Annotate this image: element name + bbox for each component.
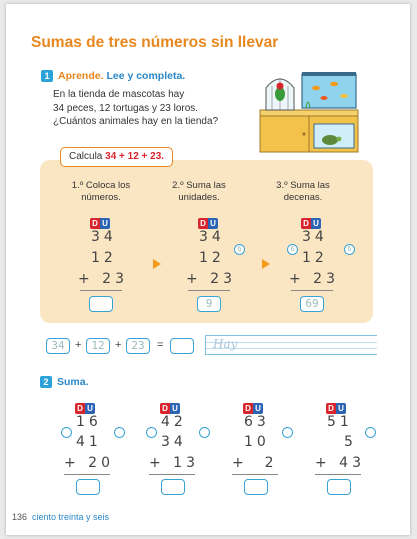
exercise-d-middle: 5 bbox=[344, 434, 357, 450]
problem-line-2: 34 peces, 12 tortugas y 23 loros. bbox=[53, 102, 199, 114]
du-header-step-2 bbox=[198, 213, 218, 228]
step-3-sum-line bbox=[291, 290, 333, 291]
step-2-title bbox=[154, 180, 244, 203]
exercise-c-middle: 10 bbox=[244, 434, 270, 450]
du-header bbox=[326, 398, 346, 413]
problem-text bbox=[53, 88, 218, 129]
section-2-heading-text: Suma. bbox=[57, 376, 89, 388]
arrow-right-icon bbox=[262, 259, 270, 269]
step-2-units-circle[interactable]: 6 bbox=[234, 244, 245, 255]
exercise-c-bottom: + 2 bbox=[232, 455, 278, 471]
units-label: U bbox=[336, 403, 346, 414]
exercise-b-tens-circle[interactable] bbox=[146, 427, 157, 438]
exercise-d-sum-line bbox=[315, 474, 361, 475]
tens-label: D bbox=[75, 403, 85, 414]
arrow-right-icon bbox=[153, 259, 161, 269]
units-label: U bbox=[85, 403, 95, 414]
exercise-c-answer-box[interactable] bbox=[244, 479, 268, 495]
exercise-d-units-circle[interactable] bbox=[365, 427, 376, 438]
equals-sign: = bbox=[157, 339, 164, 351]
units-label: U bbox=[170, 403, 180, 414]
exercise-a-sum-line bbox=[64, 474, 110, 475]
line-number-box-1[interactable]: 34 bbox=[46, 338, 70, 354]
units-label: U bbox=[253, 403, 263, 414]
writing-hint: Hay bbox=[213, 337, 238, 351]
exercise-b-answer-box[interactable] bbox=[161, 479, 185, 495]
step-2-addend-1: 34 bbox=[199, 229, 225, 245]
tens-label: D bbox=[326, 403, 336, 414]
step-3-addend-1: 34 bbox=[302, 229, 328, 245]
line-number-box-2[interactable]: 12 bbox=[86, 338, 110, 354]
step-1-answer-box[interactable] bbox=[89, 296, 113, 312]
step-3-units-circle[interactable]: 6 bbox=[344, 244, 355, 255]
step-3-tens-circle[interactable]: 6 bbox=[287, 244, 298, 255]
du-header bbox=[243, 398, 263, 413]
step-2-sum-line bbox=[188, 290, 230, 291]
units-label: U bbox=[100, 218, 110, 229]
exercise-a-answer-box[interactable] bbox=[76, 479, 100, 495]
section-2-heading bbox=[57, 376, 89, 388]
step-1-title bbox=[56, 180, 146, 203]
du-header-step-3 bbox=[301, 213, 321, 228]
plus-sign: + bbox=[115, 339, 122, 351]
page-title: Sumas de tres números sin llevar bbox=[31, 34, 279, 51]
page-number-words: ciento treinta y seis bbox=[32, 512, 110, 522]
exercise-b-units-circle[interactable] bbox=[199, 427, 210, 438]
tens-label: D bbox=[243, 403, 253, 414]
calculate-word: Calcula bbox=[69, 151, 103, 162]
step-3-title bbox=[258, 180, 348, 203]
step-1-sum-line bbox=[80, 290, 122, 291]
step-1-title-line-1: 1.º Coloca los bbox=[71, 180, 131, 191]
du-header bbox=[75, 398, 95, 413]
exercise-d-bottom: + 43 bbox=[315, 455, 365, 471]
step-1-title-line-2: números. bbox=[81, 191, 121, 203]
exercise-c-units-circle[interactable] bbox=[282, 427, 293, 438]
section-2-number: 2 bbox=[40, 376, 52, 388]
exercise-c-top: 63 bbox=[244, 414, 270, 430]
section-1-heading bbox=[58, 70, 185, 82]
calculate-expression: 34 + 12 + 23. bbox=[105, 151, 165, 162]
step-1-addend-3: + 23 bbox=[78, 271, 128, 287]
du-header bbox=[160, 398, 180, 413]
section-1-heading-orange: Aprende. bbox=[58, 70, 104, 82]
exercise-a-tens-circle[interactable] bbox=[61, 427, 72, 438]
section-1-heading-blue: Lee y completa. bbox=[106, 70, 186, 82]
exercise-d-answer-box[interactable] bbox=[327, 479, 351, 495]
calculate-label bbox=[60, 147, 173, 167]
exercise-b-sum-line bbox=[149, 474, 195, 475]
du-header-step-1 bbox=[90, 213, 110, 228]
exercise-a-bottom: + 20 bbox=[64, 455, 114, 471]
tens-label: D bbox=[90, 218, 100, 229]
tens-label: D bbox=[160, 403, 170, 414]
exercise-d-top: 51 bbox=[327, 414, 353, 430]
problem-line-3: ¿Cuántos animales hay en la tienda? bbox=[53, 116, 219, 127]
exercise-a-top: 16 bbox=[76, 414, 102, 430]
sentence-writing-lines[interactable] bbox=[205, 335, 377, 355]
exercise-c-sum-line bbox=[232, 474, 278, 475]
pet-shop-illustration bbox=[258, 66, 362, 154]
page-number: 136 bbox=[12, 512, 28, 522]
exercise-b-middle: 34 bbox=[161, 434, 187, 450]
step-3-addend-2: 12 bbox=[302, 250, 328, 266]
step-1-addend-1: 34 bbox=[91, 229, 117, 245]
step-3-title-line-1: 3.º Suma las bbox=[276, 180, 330, 191]
units-label: U bbox=[311, 218, 321, 229]
step-2-title-line-2: unidades. bbox=[178, 191, 220, 203]
step-3-title-line-2: decenas. bbox=[283, 191, 323, 203]
step-1-addend-2: 12 bbox=[91, 250, 117, 266]
exercise-a-units-circle[interactable] bbox=[114, 427, 125, 438]
step-3-answer-box[interactable]: 69 bbox=[300, 296, 324, 312]
tens-label: D bbox=[198, 218, 208, 229]
step-2-addend-3: + 23 bbox=[186, 271, 236, 287]
exercise-a-middle: 41 bbox=[76, 434, 102, 450]
problem-line-1: En la tienda de mascotas hay bbox=[53, 89, 185, 100]
tens-label: D bbox=[301, 218, 311, 229]
section-1-number: 1 bbox=[41, 70, 53, 82]
line-number-box-3[interactable]: 23 bbox=[126, 338, 150, 354]
step-3-addend-3: + 23 bbox=[289, 271, 339, 287]
plus-sign: + bbox=[75, 339, 82, 351]
units-label: U bbox=[208, 218, 218, 229]
line-result-box[interactable] bbox=[170, 338, 194, 354]
step-2-addend-2: 12 bbox=[199, 250, 225, 266]
step-2-answer-box[interactable]: 9 bbox=[197, 296, 221, 312]
exercise-b-top: 42 bbox=[161, 414, 187, 430]
step-2-title-line-1: 2.º Suma las bbox=[172, 180, 226, 191]
exercise-b-bottom: + 13 bbox=[149, 455, 199, 471]
